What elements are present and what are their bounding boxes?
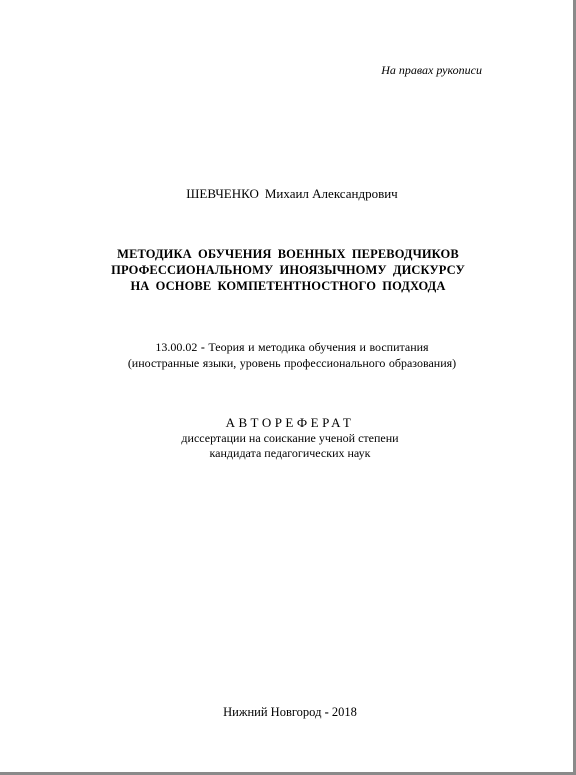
manuscript-note: На правах рукописи (381, 63, 482, 77)
author-given-names: Михаил Александрович (264, 186, 398, 201)
specialty-dash: - (200, 340, 205, 354)
specialty-name: Теория и методика обучения и воспитания (208, 340, 429, 354)
footer-place-year (2, 705, 576, 720)
title-line-2: ПРОФЕССИОНАЛЬНОМУ ИНОЯЗЫЧНОМУ ДИСКУРСУ (111, 263, 465, 277)
document-type-label: АВТОРЕФЕРАТ (225, 415, 355, 430)
specialty-detail: (иностранные языки, уровень профессионального образования) (127, 356, 457, 370)
specialty-line (4, 340, 576, 355)
footer-dash: - (324, 705, 329, 719)
title-line-3: НА ОСНОВЕ КОМПЕТЕНТНОСТНОГО ПОДХОДА (130, 279, 446, 293)
footer-city: Нижний Новгород (223, 705, 322, 719)
footer-year: 2018 (331, 705, 357, 719)
document-type-line-2: кандидата педагогических наук (209, 446, 371, 460)
author-name (4, 186, 576, 202)
author-surname: ШЕВЧЕНКО (186, 186, 259, 201)
specialty-code: 13.00.02 (155, 340, 198, 354)
document-type-line-1: диссертации на соискание ученой степени (181, 431, 399, 445)
title-line-1: МЕТОДИКА ОБУЧЕНИЯ ВОЕННЫХ ПЕРЕВОДЧИКОВ (117, 247, 459, 261)
